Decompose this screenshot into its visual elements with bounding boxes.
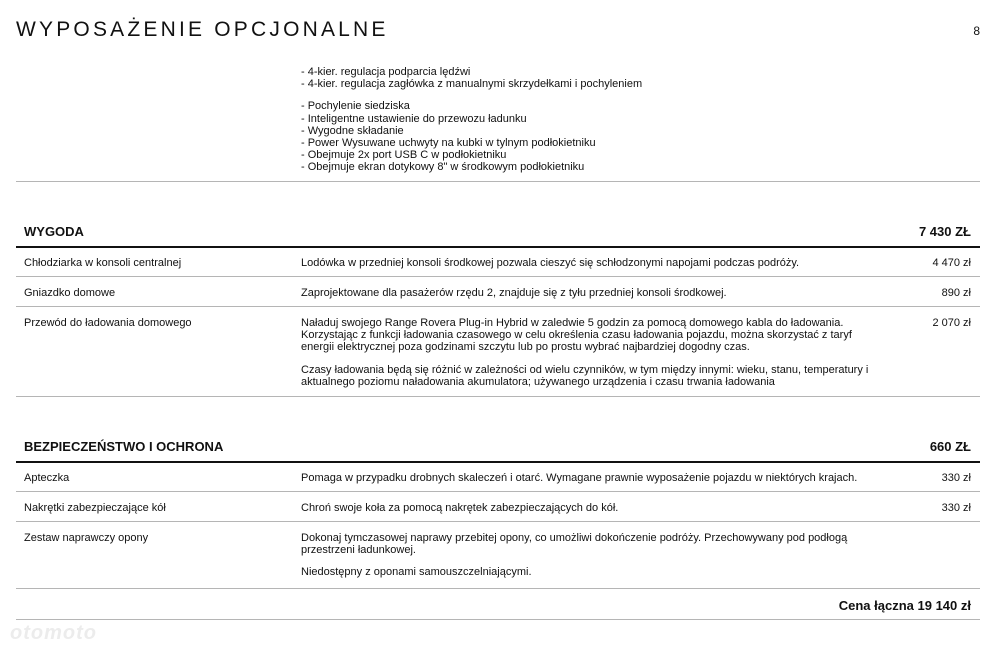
description-spacer (301, 556, 847, 566)
section-title-safety: BEZPIECZEŃSTWO I OCHRONA (24, 439, 224, 454)
list-item: - 4-kier. regulacja podparcia lędźwi (301, 66, 471, 78)
row-divider (16, 521, 980, 522)
description-line: Naładuj swojego Range Rovera Plug-in Hybrid w zaledwie 5 godzin za pomocą domowego kabla do ładowania. (301, 317, 844, 329)
watermark: otomoto (10, 622, 97, 644)
row-divider (16, 491, 980, 492)
description-line: Czasy ładowania będą się różnić w zależności od wielu czynników, w tym między innymi: wieku, stanu, temperatury i (301, 363, 869, 376)
option-price: 890 zł (941, 287, 971, 299)
list-item: - Obejmuje ekran dotykowy 8" w środkowym podłokietniku (301, 161, 585, 174)
option-description (301, 532, 847, 579)
option-price: 2 070 zł (932, 317, 971, 329)
description-line: Dokonaj tymczasowej naprawy przebitej opony, co umożliwi dokończenie podróży. Przechowywany pod podłogą (301, 532, 848, 544)
description-line: aktualnego poziomu naładowania akumulatora; używanego urządzenia i czasu trwania ładowania (301, 375, 775, 388)
list-item: - Power Wysuwane uchwyty na kubki w tylnym podłokietniku (301, 137, 596, 150)
divider (16, 619, 980, 620)
option-description: Chroń swoje koła za pomocą nakrętek zabezpieczających do kół. (301, 502, 619, 514)
option-description: Lodówka w przedniej konsoli środkowej pozwala cieszyć się schłodzonymi napojami podczas podróży. (301, 257, 800, 269)
list-item: - Wygodne składanie (301, 124, 404, 137)
option-price: 330 zł (941, 472, 971, 484)
page-title: WYPOSAŻENIE OPCJONALNE (16, 18, 389, 41)
option-description: Pomaga w przypadku drobnych skaleczeń i otarć. Wymagane prawnie wyposażenie pojazdu w niektórych krajach. (301, 472, 858, 484)
option-name: Chłodziarka w konsoli centralnej (24, 257, 182, 269)
section-title-comfort: WYGODA (24, 224, 84, 239)
list-item: - Inteligentne ustawienie do przewozu ładunku (301, 112, 527, 125)
section-total-comfort: 7 430 ZŁ (918, 224, 971, 239)
option-description: Zaprojektowane dla pasażerów rzędu 2, znajduje się z tyłu przedniej konsoli środkowej. (301, 287, 727, 299)
list-item: - Pochylenie siedziska (301, 100, 410, 113)
list-spacer (301, 90, 642, 100)
list-item: - Obejmuje 2x port USB C w podłokietniku (301, 149, 507, 162)
divider (16, 181, 980, 182)
row-divider (16, 276, 980, 277)
continued-feature-list (301, 66, 642, 174)
option-name: Apteczka (24, 472, 70, 484)
option-price: 4 470 zł (932, 257, 971, 269)
description-line: przestrzeni ładunkowej. (301, 544, 416, 557)
grand-total: Cena łączna 19 140 zł (838, 598, 971, 613)
section-divider (16, 246, 980, 248)
description-line: Niedostępny z oponami samouszczelniającymi. (301, 566, 532, 579)
page-number: 8 (973, 24, 980, 38)
row-divider (16, 306, 980, 307)
option-name: Gniazdko domowe (24, 287, 116, 299)
section-divider (16, 461, 980, 463)
list-item: - 4-kier. regulacja zagłówka z manualnymi skrzydełkami i pochyleniem (301, 78, 643, 91)
description-line: energii elektrycznej poza godzinami szczytu lub po prostu wybrać najbardziej dogodny czas. (301, 341, 750, 354)
row-divider (16, 396, 980, 397)
option-description (301, 317, 868, 388)
description-spacer (301, 354, 868, 364)
row-divider (16, 588, 980, 589)
option-name: Przewód do ładowania domowego (24, 317, 192, 329)
description-line: Korzystając z funkcji ładowania czasowego w celu określenia czasu ładowania pojazdu, można skorzystać z taryf (301, 329, 852, 342)
option-name: Zestaw naprawczy opony (24, 532, 149, 544)
option-price: 330 zł (941, 502, 971, 514)
option-name: Nakrętki zabezpieczające kół (24, 502, 166, 514)
section-total-safety: 660 ZŁ (929, 439, 971, 454)
